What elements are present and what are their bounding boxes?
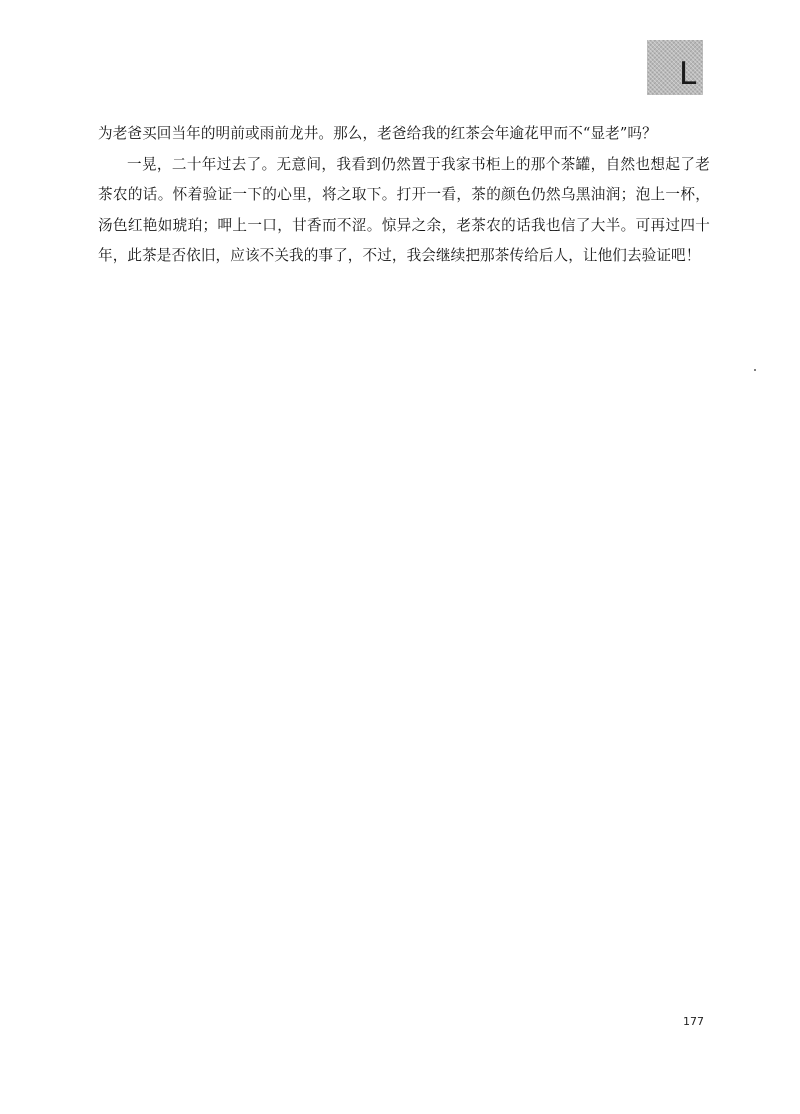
body-text (98, 119, 710, 272)
paragraph-continued: 为老爸买回当年的明前或雨前龙井。那么，老爸给我的红茶会年逾花甲而不“显老”吗？ (98, 125, 657, 142)
scan-speck (754, 369, 756, 371)
paragraph: 一晃，二十年过去了。无意间，我看到仍然置于我家书柜上的那个茶罐，自然也想起了老茶农的话。怀着验证一下的心里，将之取下。打开一看，茶的颜色仍然乌黑油润；泡上一杯，汤色红艳如琥珀；呷上一口，甘香而不涩。惊异之余，老茶农的话我也信了大半。可再过四十年，此茶是否依旧，应该不关我的事了，不过，我会继续把那茶传给后人，让他们去验证吧！ (98, 155, 710, 264)
page-number: 177 (683, 1015, 704, 1028)
chapter-letter: L (679, 56, 697, 92)
